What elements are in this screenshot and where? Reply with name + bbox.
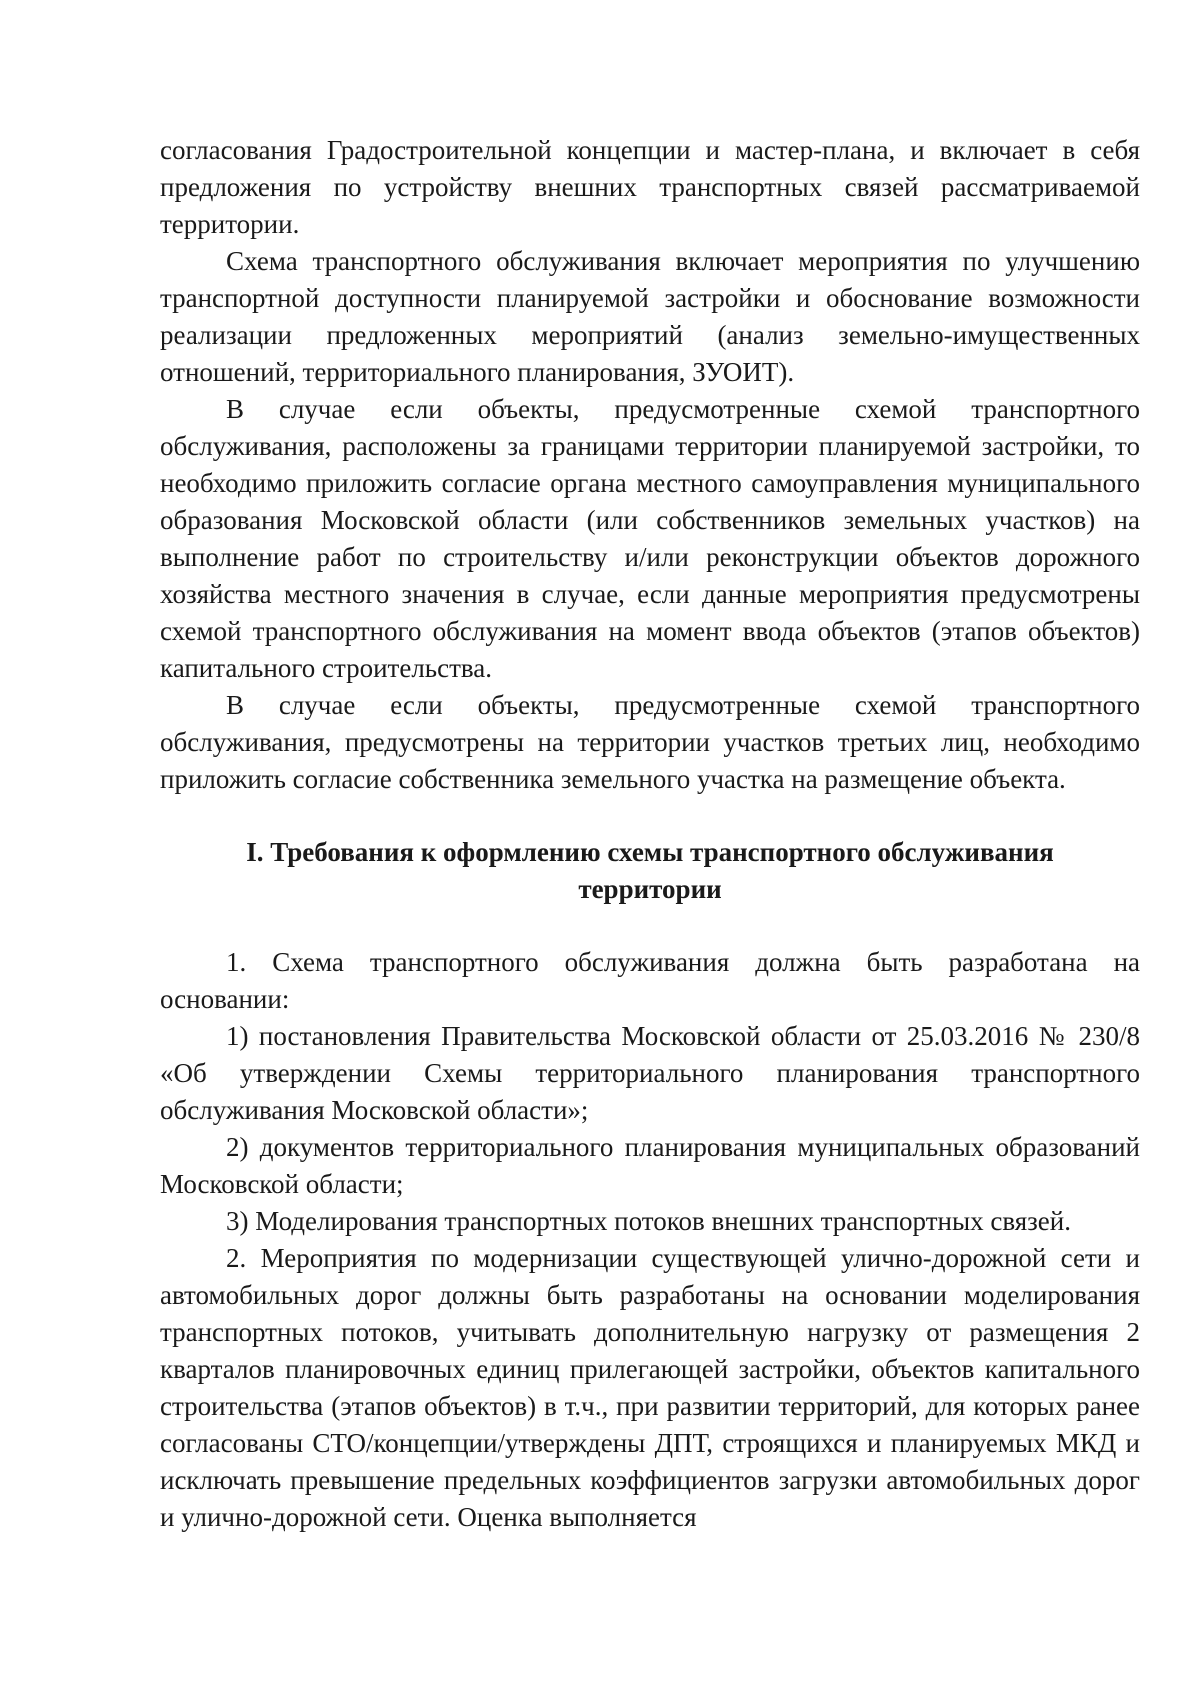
paragraph-subitem-3: 3) Моделирования транспортных потоков внешних транспортных связей. xyxy=(226,1206,1071,1236)
section-heading xyxy=(160,834,1140,908)
paragraph-continuation: согласования Градостроительной концепции и мастер-плана, и включает в себя предложения по устройству внешних транспортных связей рассматриваемой территории. xyxy=(160,135,1140,239)
paragraph-outside-boundaries: В случае если объекты, предусмотренные схемой транспортного обслуживания, расположены за границами территории планируемой застройки, то необходимо приложить согласие органа местного самоуправления муниципального образования Московской области (или собственников земельных участков) на выполнение работ по строительству и/или реконструкции объектов дорожного хозяйства местного значения в случае, если данные мероприятия предусмотрены схемой транспортного обслуживания на момент ввода объектов (этапов объектов) капитального строительства. xyxy=(160,394,1140,683)
paragraph-subitem-1: 1) постановления Правительства Московской области от 25.03.2016 № 230/8 «Об утверждении Схемы территориального планирования транспортного обслуживания Московской области»; xyxy=(160,1021,1140,1125)
paragraph-item-1: 1. Схема транспортного обслуживания должна быть разработана на основании: xyxy=(160,947,1140,1014)
paragraph-subitem-2: 2) документов территориального планирования муниципальных образований Московской области; xyxy=(160,1132,1140,1199)
section-heading-line2: территории xyxy=(578,874,722,904)
section-heading-line1: I. Требования к оформлению схемы транспортного обслуживания xyxy=(246,837,1054,867)
paragraph-item-2: 2. Мероприятия по модернизации существующей улично-дорожной сети и автомобильных дорог должны быть разработаны на основании моделирования транспортных потоков, учитывать дополнительную нагрузку от размещения 2 кварталов планировочных единиц прилегающей застройки, объектов капитального строительства (этапов объектов) в т.ч., при развитии территорий, для которых ранее согласованы СТО/концепции/утверждены ДПТ, строящихся и планируемых МКД и исключать превышение предельных коэффициентов загрузки автомобильных дорог и улично-дорожной сети. Оценка выполняется xyxy=(160,1243,1140,1532)
paragraph-third-party-land: В случае если объекты, предусмотренные схемой транспортного обслуживания, предусмотрены на территории участков третьих лиц, необходимо приложить согласие собственника земельного участка на размещение объекта. xyxy=(160,690,1140,794)
paragraph-transport-scheme: Схема транспортного обслуживания включает мероприятия по улучшению транспортной доступности планируемой застройки и обоснование возможности реализации предложенных мероприятий (анализ земельно-имущественных отношений, территориального планирования, ЗУОИТ). xyxy=(160,246,1140,387)
